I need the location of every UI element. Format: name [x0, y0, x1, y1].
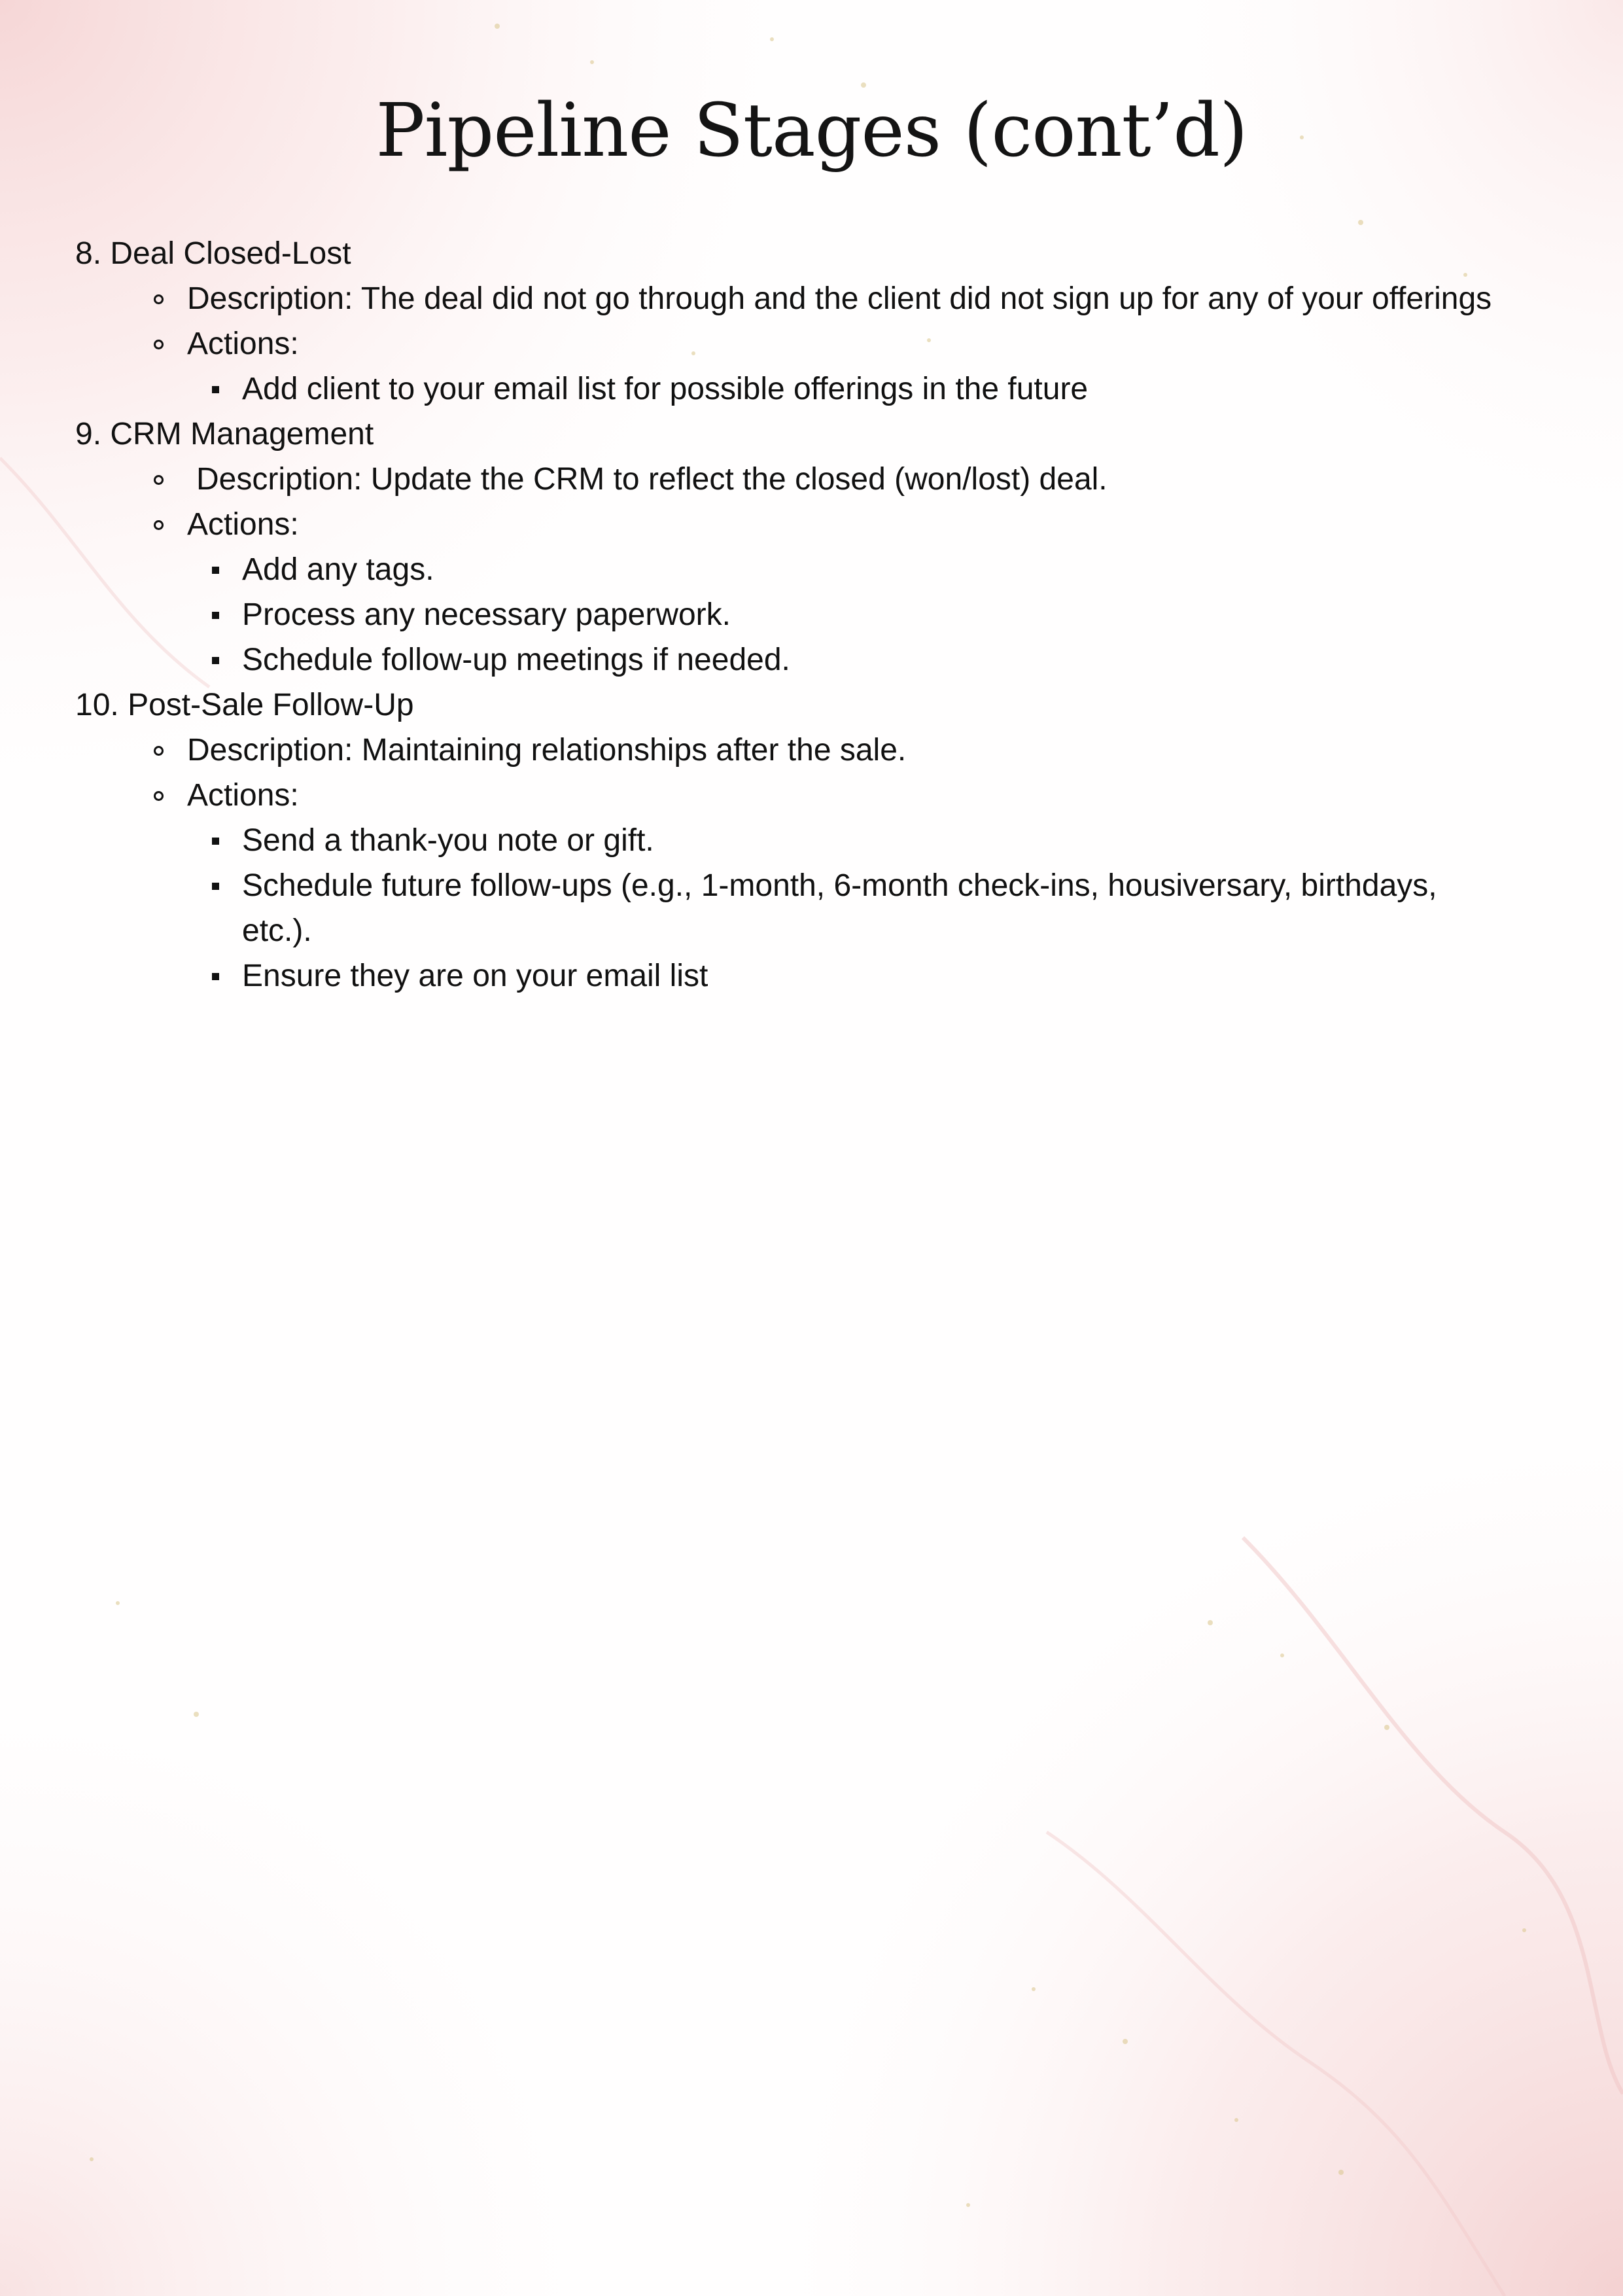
action-text: Send a thank-you note or gift.	[242, 823, 654, 858]
actions-label: Actions:	[187, 778, 299, 813]
square-bullet-icon	[212, 567, 219, 574]
stage-crm-management	[0, 412, 1623, 682]
action-item	[0, 637, 1623, 682]
square-bullet-icon	[212, 612, 219, 619]
action-item	[0, 863, 1623, 953]
square-bullet-icon	[212, 657, 219, 664]
action-text: Process any necessary paperwork.	[242, 597, 731, 632]
description-text: Description: The deal did not go through and the client did not sign up for any of your offerings	[187, 281, 1492, 316]
action-item	[0, 366, 1623, 412]
actions-label-item	[0, 773, 1623, 818]
hollow-circle-bullet-icon	[154, 520, 164, 530]
hollow-circle-bullet-icon	[154, 746, 164, 756]
action-text: Add any tags.	[242, 552, 434, 587]
stage-description	[0, 457, 1623, 502]
hollow-circle-bullet-icon	[154, 475, 164, 485]
square-bullet-icon	[212, 386, 219, 393]
action-item	[0, 818, 1623, 863]
square-bullet-icon	[212, 883, 219, 890]
actions-label: Actions:	[187, 327, 299, 361]
description-text: Description: Maintaining relationships after the sale.	[187, 733, 907, 768]
action-text: Schedule follow-up meetings if needed.	[242, 643, 790, 677]
action-item	[0, 953, 1623, 998]
square-bullet-icon	[212, 973, 219, 980]
description-text: Description: Update the CRM to reflect the closed (won/lost) deal.	[196, 462, 1108, 497]
hollow-circle-bullet-icon	[154, 340, 164, 349]
stage-heading: 10. Post-Sale Follow-Up	[75, 688, 414, 722]
stage-heading: 8. Deal Closed-Lost	[75, 236, 351, 271]
actions-label-item	[0, 321, 1623, 366]
stage-heading: 9. CRM Management	[75, 417, 374, 451]
hollow-circle-bullet-icon	[154, 294, 164, 304]
stage-description	[0, 728, 1623, 773]
action-item	[0, 592, 1623, 637]
stage-description	[0, 276, 1623, 321]
square-bullet-icon	[212, 838, 219, 845]
hollow-circle-bullet-icon	[154, 791, 164, 801]
stage-deal-closed-lost	[0, 231, 1623, 412]
actions-label-item	[0, 502, 1623, 547]
actions-label: Actions:	[187, 507, 299, 542]
action-item	[0, 547, 1623, 592]
action-text: Ensure they are on your email list	[242, 959, 708, 993]
action-text: Add client to your email list for possible offerings in the future	[242, 372, 1089, 406]
action-text: Schedule future follow-ups (e.g., 1-month, 6-month check-ins, housiversary, birthdays, etc.).	[242, 868, 1437, 948]
pipeline-stage-list	[0, 231, 1623, 998]
page-title: Pipeline Stages (cont’d)	[375, 88, 1248, 173]
stage-post-sale-follow-up	[0, 682, 1623, 998]
